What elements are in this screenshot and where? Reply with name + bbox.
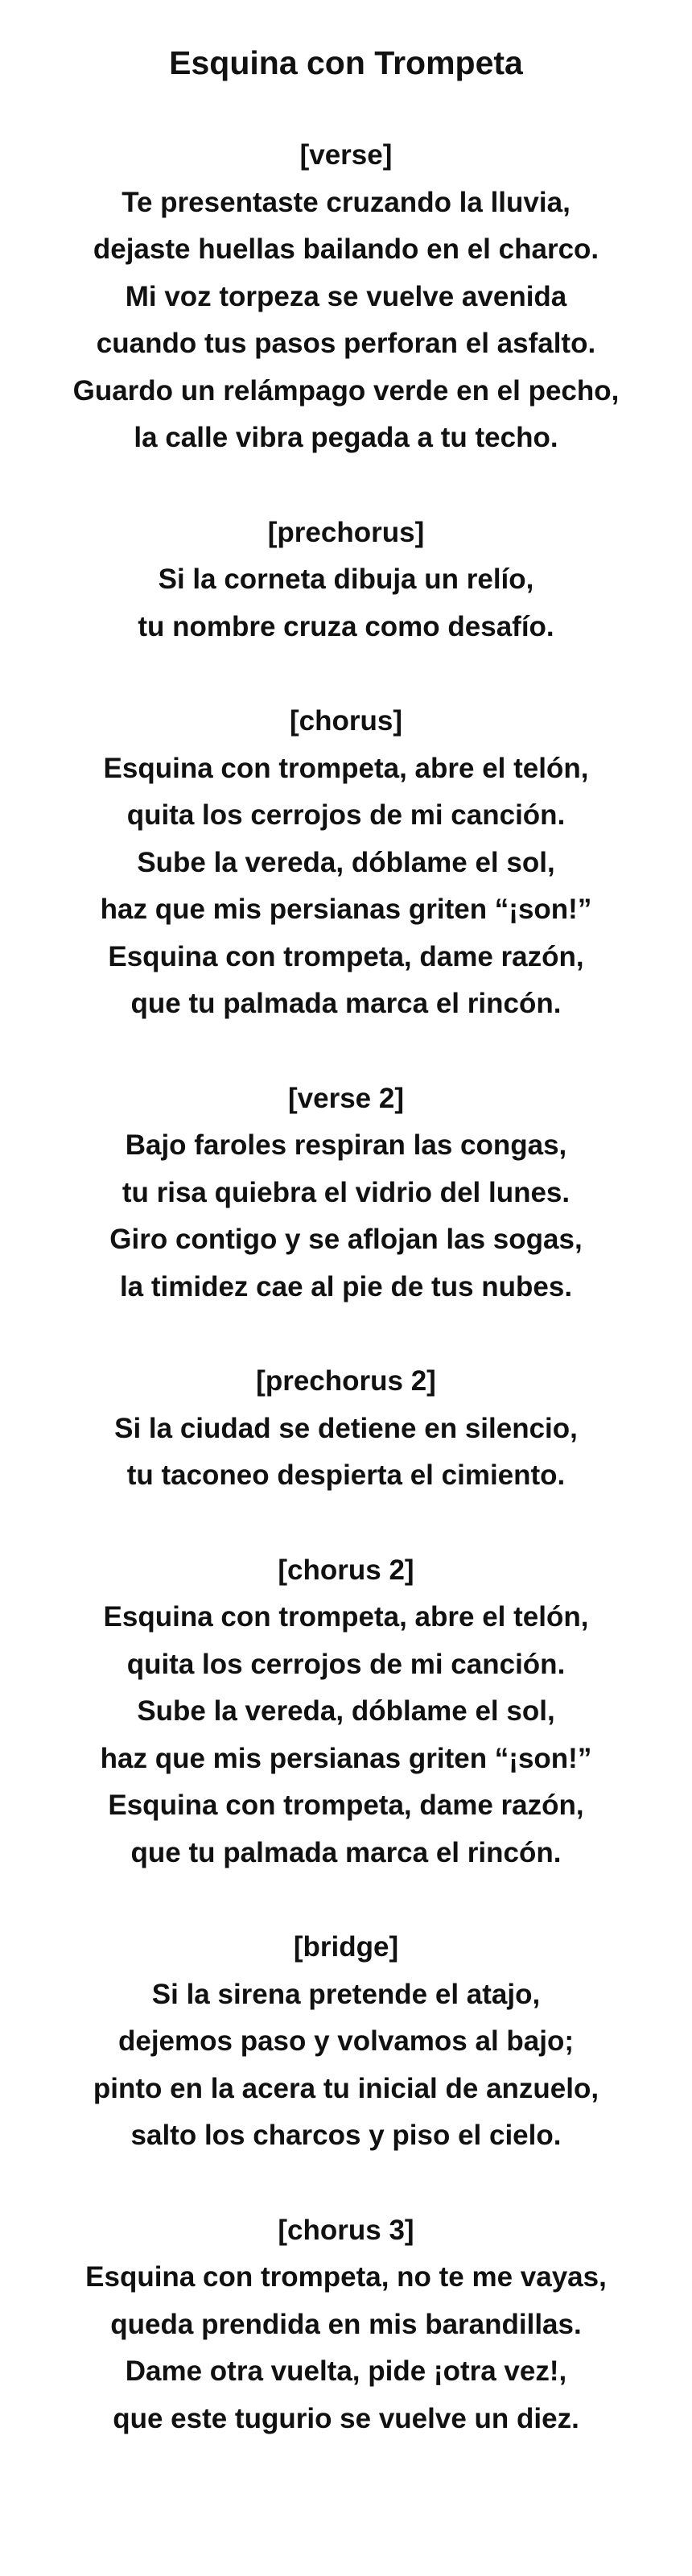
lyric-section	[0, 510, 692, 651]
lyric-line: que tu palmada marca el rincón.	[130, 988, 562, 1019]
lyric-section	[0, 1075, 692, 1311]
lyric-line: tu risa quiebra el vidrio del lunes.	[122, 1176, 570, 1208]
section-label: [chorus 2]	[278, 1554, 414, 1586]
lyric-line: la timidez cae al pie de tus nubes.	[119, 1270, 573, 1302]
lyric-line: Dame otra vuelta, pide ¡otra vez!,	[125, 2355, 567, 2387]
lyric-section	[0, 1547, 692, 1877]
lyric-line: Te presentaste cruzando la lluvia,	[122, 186, 570, 218]
song-title: Esquina con Trompeta	[169, 44, 523, 81]
lyric-line: pinto en la acera tu inicial de anzuelo,	[93, 2072, 599, 2104]
section-label: [prechorus 2]	[256, 1365, 436, 1397]
lyric-line: Mi voz torpeza se vuelve avenida	[125, 280, 567, 312]
lyric-line: queda prendida en mis barandillas.	[110, 2308, 582, 2340]
lyric-line: Esquina con trompeta, dame razón,	[108, 1790, 584, 1821]
lyric-line: salto los charcos y piso el cielo.	[130, 2120, 562, 2151]
lyric-line: quita los cerrojos de mi canción.	[126, 799, 566, 831]
lyric-line: Sube la vereda, dóblame el sol,	[137, 1695, 555, 1727]
lyric-section	[0, 132, 692, 462]
lyric-line: que este tugurio se vuelve un diez.	[113, 2402, 579, 2434]
lyric-line: dejaste huellas bailando en el charco.	[93, 233, 599, 265]
lyric-section	[0, 1358, 692, 1500]
section-label: [chorus 3]	[278, 2214, 414, 2246]
lyric-line: que tu palmada marca el rincón.	[130, 1836, 562, 1868]
section-label: [chorus]	[290, 705, 402, 737]
lyric-line: haz que mis persianas griten “¡son!”	[100, 894, 592, 925]
lyric-line: dejemos paso y volvamos al bajo;	[117, 2025, 575, 2057]
section-label: [verse 2]	[288, 1082, 404, 1114]
lyric-line: quita los cerrojos de mi canción.	[126, 1648, 566, 1680]
lyric-line: tu nombre cruza como desafío.	[138, 610, 554, 642]
lyric-line: cuando tus pasos perforan el asfalto.	[96, 328, 596, 359]
lyric-line: Guardo un relámpago verde en el pecho,	[72, 374, 620, 407]
lyric-line: tu taconeo despierta el cimiento.	[126, 1459, 566, 1491]
lyric-line: la calle vibra pegada a tu techo.	[134, 422, 558, 453]
lyric-section	[0, 1924, 692, 2160]
lyric-line: Esquina con trompeta, no te me vayas,	[85, 2261, 607, 2293]
section-label: [verse]	[299, 139, 393, 171]
lyric-section	[0, 2207, 692, 2443]
lyric-line: Si la corneta dibuja un relío,	[158, 564, 534, 595]
lyric-line: haz que mis persianas griten “¡son!”	[100, 1742, 592, 1774]
lyric-line: Esquina con trompeta, abre el telón,	[103, 752, 589, 784]
section-label: [bridge]	[293, 1931, 399, 1963]
lyric-line: Esquina con trompeta, abre el telón,	[103, 1601, 589, 1633]
lyrics-body	[0, 132, 692, 2442]
lyric-line: Si la ciudad se detiene en silencio,	[114, 1412, 578, 1444]
lyric-line: Sube la vereda, dóblame el sol,	[137, 846, 555, 878]
lyric-section	[0, 698, 692, 1028]
lyric-line: Si la sirena pretende el atajo,	[151, 1978, 541, 2010]
lyric-line: Giro contigo y se aflojan las sogas,	[109, 1224, 583, 1255]
lyric-line: Bajo faroles respiran las congas,	[125, 1129, 567, 1161]
lyric-line: Esquina con trompeta, dame razón,	[108, 940, 584, 972]
section-label: [prechorus]	[267, 516, 425, 548]
